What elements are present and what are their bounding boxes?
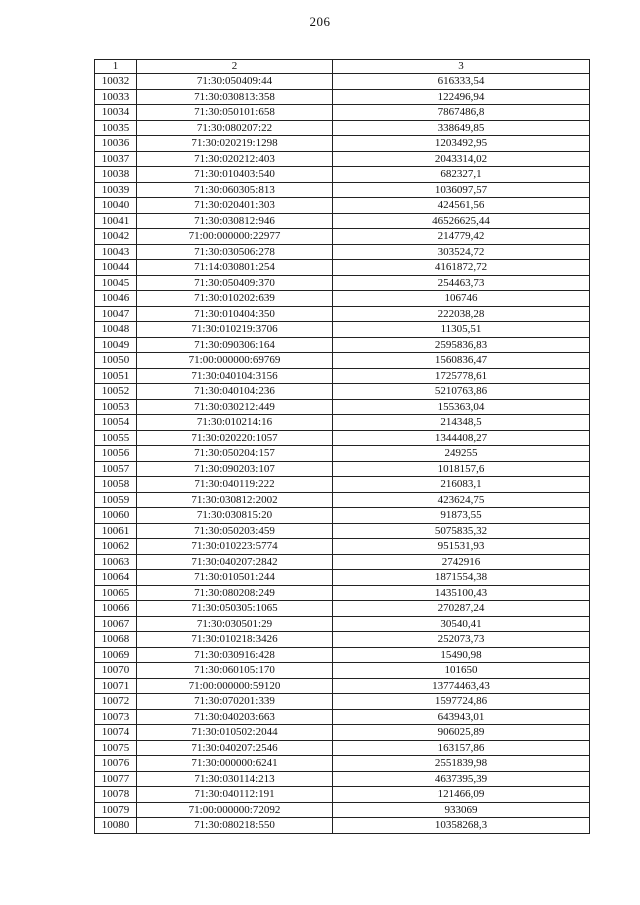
row-number-cell: 10047 <box>95 306 137 322</box>
value-cell: 338649,85 <box>333 120 590 136</box>
row-number-cell: 10045 <box>95 275 137 291</box>
row-number-cell: 10049 <box>95 337 137 353</box>
cadastral-number-cell: 71:30:050409:370 <box>137 275 333 291</box>
table-row <box>95 477 590 493</box>
value-cell: 1018157,6 <box>333 461 590 477</box>
table-row <box>95 198 590 214</box>
value-cell: 15490,98 <box>333 647 590 663</box>
row-number-cell: 10076 <box>95 756 137 772</box>
row-number-cell: 10077 <box>95 771 137 787</box>
row-number-cell: 10054 <box>95 415 137 431</box>
cadastral-number-cell: 71:00:000000:69769 <box>137 353 333 369</box>
value-cell: 1203492,95 <box>333 136 590 152</box>
row-number-cell: 10079 <box>95 802 137 818</box>
table-row <box>95 291 590 307</box>
cadastral-number-cell: 71:30:040203:663 <box>137 709 333 725</box>
table-row <box>95 353 590 369</box>
table-row <box>95 415 590 431</box>
cadastral-number-cell: 71:30:030916:428 <box>137 647 333 663</box>
table-row <box>95 570 590 586</box>
value-cell: 906025,89 <box>333 725 590 741</box>
value-cell: 5210763,86 <box>333 384 590 400</box>
row-number-cell: 10039 <box>95 182 137 198</box>
table-row <box>95 508 590 524</box>
cadastral-number-cell: 71:30:080207:22 <box>137 120 333 136</box>
table-row <box>95 89 590 105</box>
cadastral-number-cell: 71:30:030506:278 <box>137 244 333 260</box>
cadastral-number-cell: 71:30:040119:222 <box>137 477 333 493</box>
cadastral-number-cell: 71:30:000000:6241 <box>137 756 333 772</box>
row-number-cell: 10040 <box>95 198 137 214</box>
value-cell: 155363,04 <box>333 399 590 415</box>
row-number-cell: 10069 <box>95 647 137 663</box>
cadastral-number-cell: 71:30:040207:2546 <box>137 740 333 756</box>
row-number-cell: 10046 <box>95 291 137 307</box>
table-row <box>95 554 590 570</box>
row-number-cell: 10060 <box>95 508 137 524</box>
page-number: 206 <box>309 14 331 29</box>
cadastral-number-cell: 71:30:080218:550 <box>137 818 333 834</box>
value-cell: 270287,24 <box>333 601 590 617</box>
table-row <box>95 167 590 183</box>
value-cell: 106746 <box>333 291 590 307</box>
row-number-cell: 10034 <box>95 105 137 121</box>
row-number-cell: 10032 <box>95 74 137 90</box>
cadastral-number-cell: 71:30:020220:1057 <box>137 430 333 446</box>
table-row <box>95 461 590 477</box>
cadastral-number-cell: 71:30:010214:16 <box>137 415 333 431</box>
value-cell: 423624,75 <box>333 492 590 508</box>
value-cell: 2742916 <box>333 554 590 570</box>
table-row <box>95 663 590 679</box>
value-cell: 1344408,27 <box>333 430 590 446</box>
cadastral-number-cell: 71:00:000000:59120 <box>137 678 333 694</box>
value-cell: 101650 <box>333 663 590 679</box>
table-row <box>95 787 590 803</box>
cadastral-number-cell: 71:30:020401:303 <box>137 198 333 214</box>
value-cell: 214779,42 <box>333 229 590 245</box>
cadastral-number-cell: 71:30:030812:2002 <box>137 492 333 508</box>
table-row <box>95 771 590 787</box>
table-row <box>95 368 590 384</box>
cadastral-number-cell: 71:00:000000:22977 <box>137 229 333 245</box>
value-cell: 7867486,8 <box>333 105 590 121</box>
row-number-cell: 10051 <box>95 368 137 384</box>
table-row <box>95 616 590 632</box>
table-row <box>95 647 590 663</box>
row-number-cell: 10037 <box>95 151 137 167</box>
row-number-cell: 10048 <box>95 322 137 338</box>
row-number-cell: 10035 <box>95 120 137 136</box>
row-number-cell: 10052 <box>95 384 137 400</box>
cadastral-number-cell: 71:30:050409:44 <box>137 74 333 90</box>
value-cell: 933069 <box>333 802 590 818</box>
table-row <box>95 275 590 291</box>
table-row <box>95 446 590 462</box>
value-cell: 4161872,72 <box>333 260 590 276</box>
table-row <box>95 740 590 756</box>
row-number-cell: 10075 <box>95 740 137 756</box>
row-number-cell: 10078 <box>95 787 137 803</box>
row-number-cell: 10053 <box>95 399 137 415</box>
value-cell: 1725778,61 <box>333 368 590 384</box>
cadastral-number-cell: 71:30:040104:236 <box>137 384 333 400</box>
value-cell: 303524,72 <box>333 244 590 260</box>
row-number-cell: 10036 <box>95 136 137 152</box>
cadastral-number-cell: 71:30:030212:449 <box>137 399 333 415</box>
table-row <box>95 306 590 322</box>
value-cell: 214348,5 <box>333 415 590 431</box>
table-row <box>95 539 590 555</box>
value-cell: 2551839,98 <box>333 756 590 772</box>
table-body <box>95 60 590 834</box>
table-row <box>95 105 590 121</box>
value-cell: 222038,28 <box>333 306 590 322</box>
table-row <box>95 523 590 539</box>
cadastral-number-cell: 71:30:060305:813 <box>137 182 333 198</box>
row-number-cell: 10080 <box>95 818 137 834</box>
table-row <box>95 585 590 601</box>
cadastral-number-cell: 71:30:060105:170 <box>137 663 333 679</box>
cadastral-number-cell: 71:30:010219:3706 <box>137 322 333 338</box>
row-number-cell: 10072 <box>95 694 137 710</box>
cadastral-number-cell: 71:30:050305:1065 <box>137 601 333 617</box>
cadastral-number-cell: 71:00:000000:72092 <box>137 802 333 818</box>
cadastral-number-cell: 71:30:010404:350 <box>137 306 333 322</box>
cadastral-number-cell: 71:30:090306:164 <box>137 337 333 353</box>
row-number-cell: 10043 <box>95 244 137 260</box>
cadastral-number-cell: 71:30:050101:658 <box>137 105 333 121</box>
value-cell: 5075835,32 <box>333 523 590 539</box>
cadastral-number-cell: 71:30:080208:249 <box>137 585 333 601</box>
row-number-cell: 10042 <box>95 229 137 245</box>
value-cell: 951531,93 <box>333 539 590 555</box>
cadastral-number-cell: 71:30:010218:3426 <box>137 632 333 648</box>
table-row <box>95 260 590 276</box>
row-number-cell: 10064 <box>95 570 137 586</box>
cadastral-number-cell: 71:30:030812:946 <box>137 213 333 229</box>
row-number-cell: 10058 <box>95 477 137 493</box>
table-row <box>95 182 590 198</box>
table-row <box>95 337 590 353</box>
table-row <box>95 384 590 400</box>
row-number-cell: 10067 <box>95 616 137 632</box>
row-number-cell: 10044 <box>95 260 137 276</box>
cadastral-number-cell: 71:30:040207:2842 <box>137 554 333 570</box>
row-number-cell: 10062 <box>95 539 137 555</box>
table-row <box>95 694 590 710</box>
table-row <box>95 709 590 725</box>
table-row <box>95 756 590 772</box>
value-cell: 252073,73 <box>333 632 590 648</box>
value-cell: 643943,01 <box>333 709 590 725</box>
row-number-cell: 10070 <box>95 663 137 679</box>
table-row <box>95 430 590 446</box>
value-cell: 163157,86 <box>333 740 590 756</box>
table-row <box>95 151 590 167</box>
table-row <box>95 136 590 152</box>
value-cell: 1597724,86 <box>333 694 590 710</box>
row-number-cell: 10033 <box>95 89 137 105</box>
table-row <box>95 74 590 90</box>
row-number-cell: 10066 <box>95 601 137 617</box>
cadastral-number-cell: 71:30:010502:2044 <box>137 725 333 741</box>
value-cell: 121466,09 <box>333 787 590 803</box>
value-cell: 616333,54 <box>333 74 590 90</box>
value-cell: 254463,73 <box>333 275 590 291</box>
row-number-cell: 10057 <box>95 461 137 477</box>
value-cell: 4637395,39 <box>333 771 590 787</box>
row-number-cell: 10073 <box>95 709 137 725</box>
row-number-cell: 10050 <box>95 353 137 369</box>
table-header-row <box>95 60 590 74</box>
value-cell: 1435100,43 <box>333 585 590 601</box>
cadastral-number-cell: 71:30:030114:213 <box>137 771 333 787</box>
row-number-cell: 10055 <box>95 430 137 446</box>
row-number-cell: 10038 <box>95 167 137 183</box>
cadastral-number-cell: 71:30:030813:358 <box>137 89 333 105</box>
cadastral-number-cell: 71:30:030501:29 <box>137 616 333 632</box>
value-cell: 2595836,83 <box>333 337 590 353</box>
row-number-cell: 10065 <box>95 585 137 601</box>
row-number-cell: 10071 <box>95 678 137 694</box>
value-cell: 46526625,44 <box>333 213 590 229</box>
value-cell: 2043314,02 <box>333 151 590 167</box>
column-header: 1 <box>95 60 137 74</box>
value-cell: 682327,1 <box>333 167 590 183</box>
table-row <box>95 601 590 617</box>
value-cell: 10358268,3 <box>333 818 590 834</box>
value-cell: 424561,56 <box>333 198 590 214</box>
cadastral-number-cell: 71:30:050204:157 <box>137 446 333 462</box>
value-cell: 13774463,43 <box>333 678 590 694</box>
table-row <box>95 678 590 694</box>
value-cell: 11305,51 <box>333 322 590 338</box>
table-row <box>95 802 590 818</box>
value-cell: 1036097,57 <box>333 182 590 198</box>
cadastral-number-cell: 71:30:020212:403 <box>137 151 333 167</box>
value-cell: 1871554,38 <box>333 570 590 586</box>
table-row <box>95 229 590 245</box>
column-header: 3 <box>333 60 590 74</box>
value-cell: 91873,55 <box>333 508 590 524</box>
cadastral-number-cell: 71:30:040104:3156 <box>137 368 333 384</box>
cadastral-number-cell: 71:30:040112:191 <box>137 787 333 803</box>
cadastral-number-cell: 71:14:030801:254 <box>137 260 333 276</box>
cadastral-number-cell: 71:30:010403:540 <box>137 167 333 183</box>
value-cell: 30540,41 <box>333 616 590 632</box>
value-cell: 216083,1 <box>333 477 590 493</box>
row-number-cell: 10041 <box>95 213 137 229</box>
row-number-cell: 10059 <box>95 492 137 508</box>
table-row <box>95 322 590 338</box>
table-row <box>95 818 590 834</box>
table-row <box>95 725 590 741</box>
cadastral-number-cell: 71:30:090203:107 <box>137 461 333 477</box>
row-number-cell: 10056 <box>95 446 137 462</box>
value-cell: 122496,94 <box>333 89 590 105</box>
table-row <box>95 492 590 508</box>
row-number-cell: 10063 <box>95 554 137 570</box>
value-cell: 1560836,47 <box>333 353 590 369</box>
cadastral-number-cell: 71:30:030815:20 <box>137 508 333 524</box>
row-number-cell: 10061 <box>95 523 137 539</box>
value-cell: 249255 <box>333 446 590 462</box>
cadastral-number-cell: 71:30:010223:5774 <box>137 539 333 555</box>
table-row <box>95 632 590 648</box>
row-number-cell: 10068 <box>95 632 137 648</box>
data-table <box>94 59 590 834</box>
table-row <box>95 399 590 415</box>
cadastral-number-cell: 71:30:010501:244 <box>137 570 333 586</box>
cadastral-number-cell: 71:30:070201:339 <box>137 694 333 710</box>
row-number-cell: 10074 <box>95 725 137 741</box>
cadastral-number-cell: 71:30:010202:639 <box>137 291 333 307</box>
cadastral-number-cell: 71:30:050203:459 <box>137 523 333 539</box>
column-header: 2 <box>137 60 333 74</box>
table-row <box>95 213 590 229</box>
cadastral-number-cell: 71:30:020219:1298 <box>137 136 333 152</box>
table-row <box>95 244 590 260</box>
table-row <box>95 120 590 136</box>
